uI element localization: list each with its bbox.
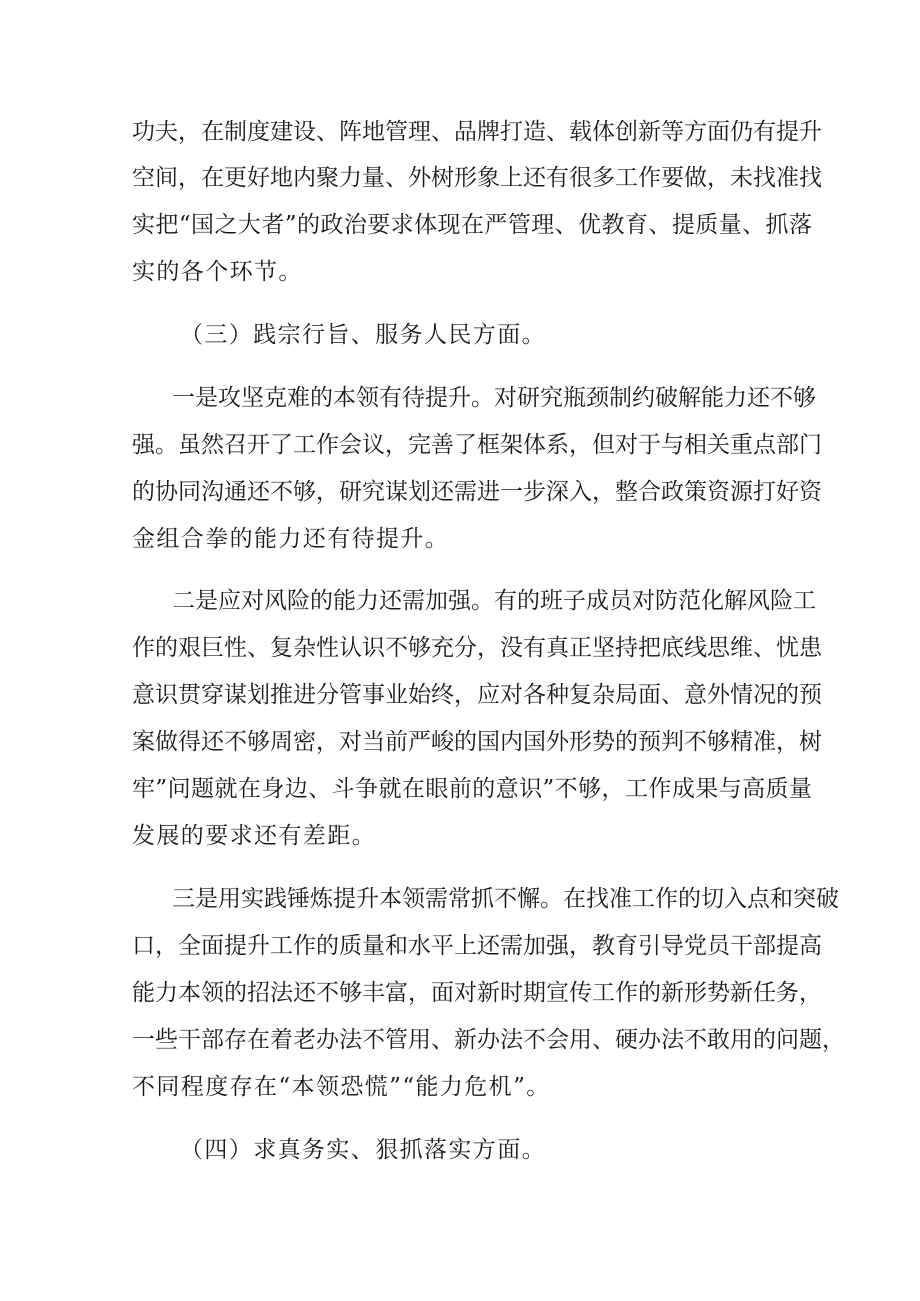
paragraph-line: 一些干部存在着老办法不管用、新办法不会用、硬办法不敢用的问题， xyxy=(132,1027,845,1053)
paragraph-line: 作的艰巨性、复杂性认识不够充分，没有真正坚持把底线思维、忧患 xyxy=(132,635,822,661)
paragraph-line: 三是用实践锤炼提升本领需常抓不懈。在找准工作的切入点和突破 xyxy=(172,886,839,912)
paragraph-line: 一是攻坚克难的本领有待提升。对研究瓶颈制约破解能力还不够 xyxy=(172,385,816,411)
paragraph-line: 实的各个环节。 xyxy=(132,259,303,285)
paragraph-line: 二是应对风险的能力还需加强。有的班子成员对防范化解风险工 xyxy=(172,588,816,614)
paragraph-line: 金组合拳的能力还有待提升。 xyxy=(132,526,450,552)
paragraph-line: 口，全面提升工作的质量和水平上还需加强，教育引导党员干部提高 xyxy=(132,933,822,959)
section-heading: （四）求真务实、狠抓落实方面。 xyxy=(180,1137,546,1163)
section-heading: （三）践宗行旨、服务人民方面。 xyxy=(180,322,546,348)
paragraph-line: 功夫，在制度建设、阵地管理、品牌打造、载体创新等方面仍有提升 xyxy=(132,119,822,145)
paragraph-line: 案做得还不够周密，对当前严峻的国内国外形势的预判不够精准，树 xyxy=(132,729,822,755)
paragraph-line: 强。虽然召开了工作会议，完善了框架体系，但对于与相关重点部门 xyxy=(132,432,822,458)
paragraph-line: 牢”问题就在身边、斗争就在眼前的意识”不够，工作成果与高质量 xyxy=(132,776,812,802)
paragraph-line: 空间，在更好地内聚力量、外树形象上还有很多工作要做，未找准找 xyxy=(132,165,822,191)
paragraph-line: 实把“国之大者”的政治要求体现在严管理、优教育、提质量、抓落 xyxy=(132,212,812,238)
paragraph-line: 发展的要求还有差距。 xyxy=(132,823,376,849)
paragraph-line: 意识贯穿谋划推进分管事业始终，应对各种复杂局面、意外情况的预 xyxy=(132,682,822,708)
paragraph-line: 不同程度存在“本领恐慌”“能力危机”。 xyxy=(132,1074,551,1100)
paragraph-line: 的协同沟通还不够，研究谋划还需进一步深入，整合政策资源打好资 xyxy=(132,479,822,505)
paragraph-line: 能力本领的招法还不够丰富，面对新时期宣传工作的新形势新任务， xyxy=(132,980,822,1006)
